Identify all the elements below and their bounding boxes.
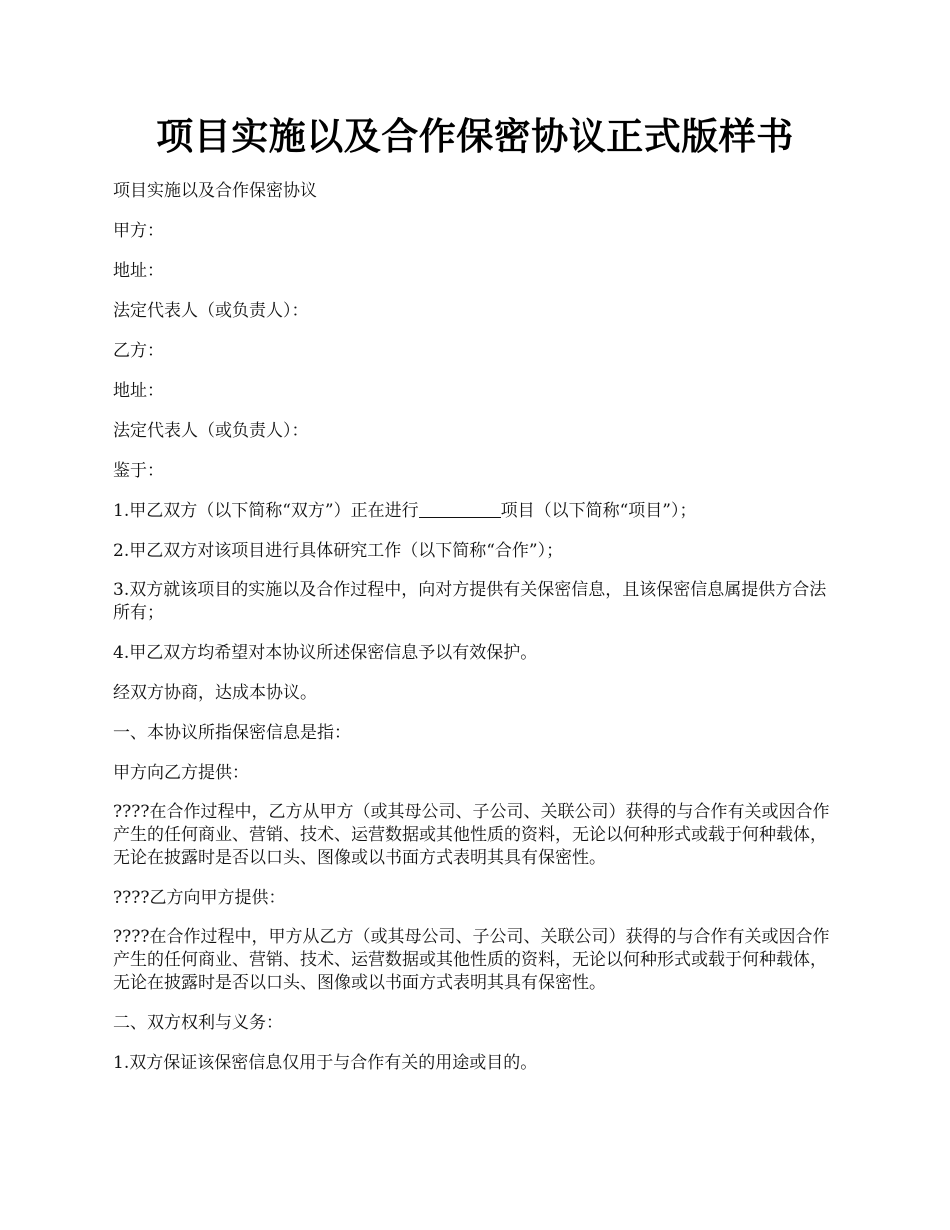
party-a-label: 甲方： <box>113 221 164 241</box>
whereas-item-1-text: 1.甲乙双方（以下简称“双方”）正在进行 <box>113 501 419 521</box>
section-2-item-1: 1.双方保证该保密信息仅用于与合作有关的用途或目的。 <box>113 1053 538 1073</box>
party-b-provides-text: ????在合作过程中，甲方从乙方（或其母公司、子公司、关联公司）获得的与合作有关或因合作产生的任何商业、营销、技术、运营数据或其他性质的资料，无论以何种形式或载于何种载体，无论在披露时是否以口头、图像或以书面方式表明其具有保密性。 <box>113 927 830 993</box>
agreement-subtitle: 项目实施以及合作保密协议 <box>113 181 317 201</box>
whereas-item-4: 4.甲乙双方均希望对本协议所述保密信息予以有效保护。 <box>113 643 538 663</box>
document-body <box>113 179 843 1091</box>
agreement-statement: 经双方协商，达成本协议。 <box>113 683 317 703</box>
party-a-provides-heading: 甲方向乙方提供： <box>113 763 249 783</box>
whereas-item-3: 3.双方就该项目的实施以及合作过程中，向对方提供有关保密信息，且该保密信息属提供方合法所有； <box>113 580 827 623</box>
section-1-heading: 一、本协议所指保密信息是指： <box>113 723 351 743</box>
party-b-label: 乙方： <box>113 341 164 361</box>
whereas-item-1-text-end: 项目（以下简称“项目”）； <box>500 501 697 521</box>
project-name-blank <box>419 500 501 518</box>
whereas-heading: 鉴于： <box>113 461 164 481</box>
whereas-item-2: 2.甲乙双方对该项目进行具体研究工作（以下简称“合作”）； <box>113 541 564 561</box>
party-a-provides-text: ????在合作过程中，乙方从甲方（或其母公司、子公司、关联公司）获得的与合作有关或因合作产生的任何商业、营销、技术、运营数据或其他性质的资料，无论以何种形式或载于何种载体，无论在披露时是否以口头、图像或以书面方式表明其具有保密性。 <box>113 802 830 868</box>
document-title: 项目实施以及合作保密协议正式版样书 <box>156 114 794 158</box>
section-2-heading: 二、双方权利与义务： <box>113 1013 283 1033</box>
party-b-address: 地址： <box>113 381 164 401</box>
party-a-representative: 法定代表人（或负责人）： <box>113 301 309 321</box>
party-b-representative: 法定代表人（或负责人）： <box>113 421 309 441</box>
whereas-item-1 <box>113 499 843 523</box>
party-b-provides-heading: ????乙方向甲方提供： <box>113 888 286 908</box>
party-a-address: 地址： <box>113 261 164 281</box>
